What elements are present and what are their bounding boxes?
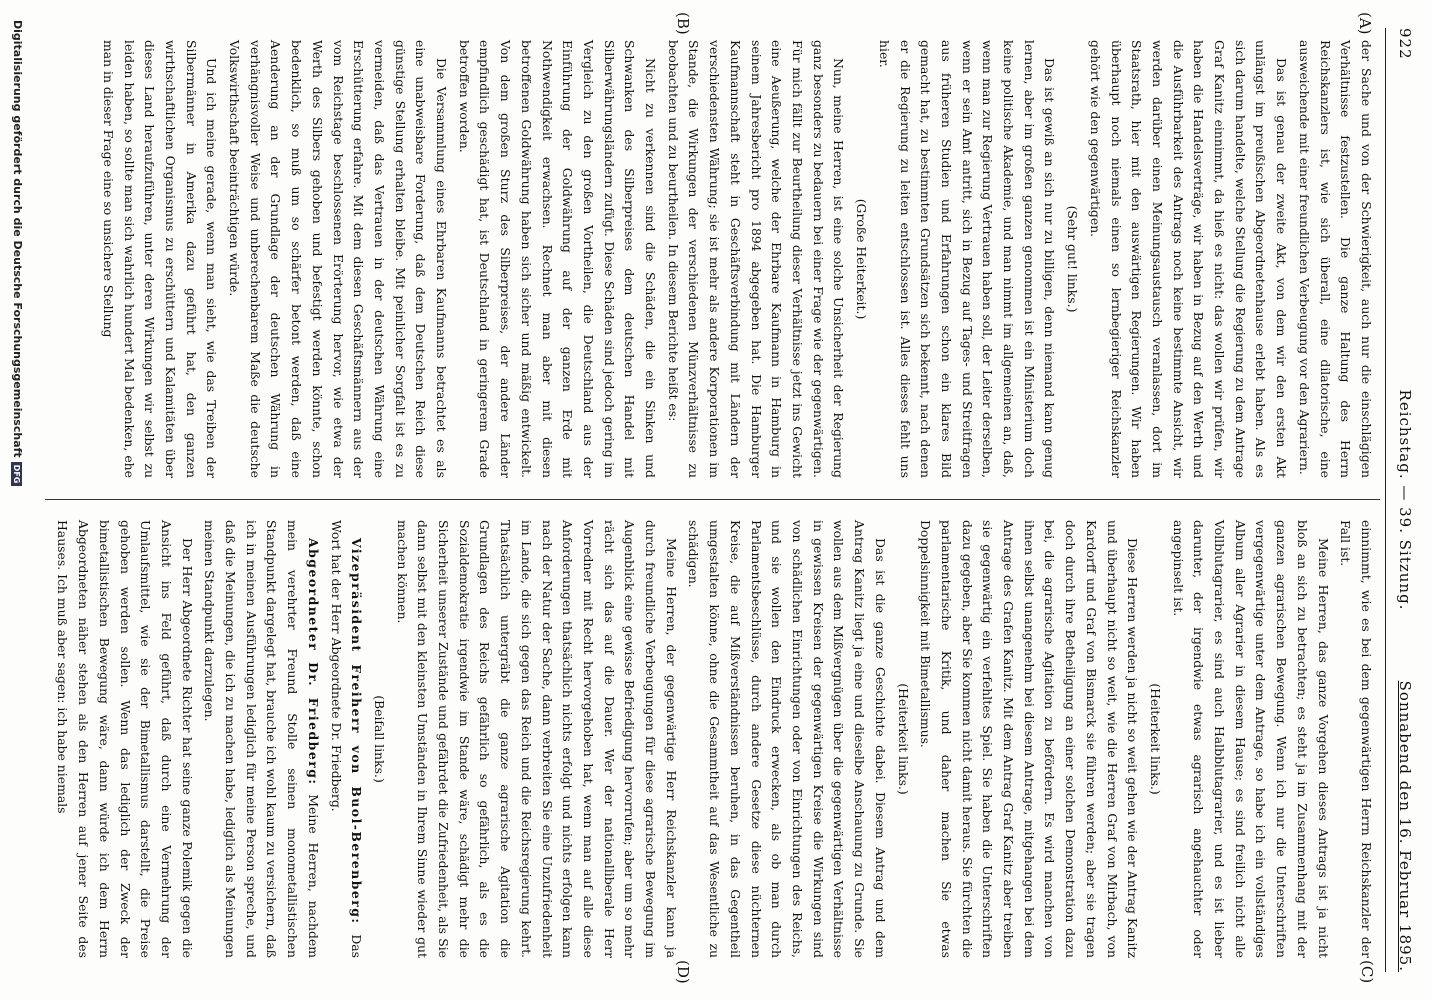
credit-text: Digitalisierung gefördert durch die Deutsche Forschungsgemeinschaft: [11, 20, 24, 458]
paragraph: Diese Herren werden ja nicht so weit gehen wie der Antrag Kanitz und überhaupt nicht so weit, wie die Herren Graf von Mirbach, von Kardorff und Graf von Bismarck sie führen werden; aber sie tragen doch durch ihre Betheiligung an einer solchen Demonstration dazu bei, die agrarische Agitation zu befördern. Es wird manchen von ihnen selbst unangenehm bei diesem Antrage, mitgehangen bei dem Antrage des Grafen Kanitz. Mit dem Antrag Graf Kanitz aber treiben sie gegenwärtig ein verfehltes Spiel. Sie haben die Unterschriften dazu gegeben, aber Sie kommen nicht damit heraus. Sie fürchten die parlamentarische Kritik, und daher machen Sie etwas Doppelsinnigkeit mit Bimetallismus.: [918, 520, 1141, 958]
paragraph: Der Herr Abgeordnete Richter hat seine ganze Polemik gegen die Ansicht ins Feld geführt, daß durch eine Vermehrung der Umlaufsmittel, wie sie der Bimetallismus darstellt, die Preise gehoben werden sollen. Wenn das lediglich der Zweck der bimetallistischen Bewegung wäre, dann würde ich dem Herrn Abgeordneten näher stehen als den Herren auf jener Seite des Hauses. Ich muß aber sagen: ich habe niemals: [55, 520, 195, 958]
quotation: Nicht zu verkennen sind die Schäden, die ein Sinken und Schwanken des Silberpreises dem deutschen Handel mit Silberwährungsländern zufügt. Diese Schäden sind jedoch gering im Vergleich zu den großen Vortheilen, die Deutschland aus der Einführung der Goldwährung auf der ganzen Erde mit Nothwendigkeit erwachsen. Rechnet man aber mit diesen betroffenen Goldwährung haben sich sicher und mäßig entwickelt. Von dem großen Sturz des Silberpreises, der andere Länder empfindlich geschädigt hat, ist Deutschland in geringerem Grade betroffen worden.: [456, 40, 659, 478]
interjection: (Heiterkeit links.): [1147, 683, 1163, 795]
interjection: (Sehr gut! links.): [1065, 205, 1081, 313]
paragraph: Das ist die ganze Geschichte dabei. Diesem Antrag und dem Antrag Kanitz liegt ja eine und dieselbe Anschauung zu Grunde. Sie wollen aus dem Mißvergnügen über die gegenwärtigen Verhältnisse in gewissen Kreisen der gegenwärtigen Kreise die Wirkungen sind von schädlichen Einrichtungen oder von Einrichtungen des Reichs, und sie wollen den Eindruck erwecken, als ob man durch Parlamentsbeschlüsse, durch andere Gesetze diese nüchternen Kreise, die auf Mißverständnissen beruhen, in das Gegentheil umgestalten könne, ohne die Gesammtheit auf das Wesentliche zu schädigen.: [686, 520, 888, 958]
paragraph: Das ist genau der zweite Akt, von dem wir den ersten Akt unlängst im preußischen Abgeordnetenhause erlebt haben. Als es sich darum handelte, welche Stellung die Regierung zu dem Antrage Graf Kanitz einnimmt, da hieß es nicht: das wollen wir prüfen, wir haben die Handelsverträge, wir haben in Bezug auf den Werth und die Ausführbarkeit des Antrags noch keine bestimmte Ansicht, wir werden darüber einen Meinungsaustausch veranlassen, dort im Staatsrath, hier mit den auswärtigen Regierungen. Wir haben überhaupt noch niemals einen so lernbegieriger Reichskanzler gehört wie den gegenwärtigen.: [1087, 40, 1290, 478]
dfg-logo: DFG: [12, 462, 23, 487]
margin-marker-b: (B): [674, 12, 692, 35]
interjection: (Große Heiterkeit.): [854, 198, 870, 320]
page-number: 922: [1396, 28, 1414, 60]
speech-text: Meine Herren, nachdem mein verehrter Freund Stolle seinen monometallistischen Standpunkt dargelegt hat, brauche ich wohl kaum zu versichern, daß ich in meinen Ausführungen lediglich für meine Person spreche, und daß die Meinungen, die ich zu machen habe, lediglich als Meinungen meinen Standpunkt darzulegen.: [202, 520, 321, 958]
paragraph: Das ist gewiß an sich nur zu billigen, denn niemand kann genug lernen, aber im großen ganzen genommen ist ein Ministerium doch keine politische Akademie, und man nimmt im allgemeinen an, daß, wenn man zur Regierung Vertrauen haben soll, der Leiter derselben, wenn er sein Amt antritt, sich in Bezug auf Tages- und Streitfragen aus früheren Studien und Erfahrungen schon ein klares Bild gemacht hat, zu bestimmten Grundsätzen sich bekennt, nach denen er die Regierung zu leiten entschlossen ist. Alles dieses fehlt uns hier.: [876, 40, 1058, 478]
margin-marker-c: (C): [1358, 960, 1376, 984]
left-column: [95, 40, 1376, 478]
margin-marker-a: (A): [1356, 12, 1374, 35]
paragraph: Nun, meine Herren, ist eine solche Unsicherheit der Regierung ganz besonders zu bedauern bei einer Frage wie der gegenwärtigen. Für mich fällt zur Beurtheilung dieser Verhältnisse jetzt ins Gewicht eine Aeußerung, welche der Ehrbare Kaufmann in Hamburg in seinem Jahresbericht pro 1894 abgegeben hat. Die Hamburger Kaufmannschaft steht in Geschäftsverbindung mit Ländern der verschiedensten Währung; sie ist mehr als andere Korporationen im Stande, die Wirkungen der verschiedenen Münzverhältnisse zu beobachten und zu beurtheilen. In diesem Berichte heißt es:: [665, 40, 847, 478]
paragraph: [325, 520, 366, 958]
speaker-name: Abgeordneter Dr. Friedberg:: [305, 538, 321, 786]
speech-text: Das Wort hat der Herr Abgeordnete Dr. Friedberg.: [328, 520, 365, 958]
speaker-name: Vizepräsident Freiherr von Buol-Berenberg:: [349, 538, 365, 925]
margin-marker-d: (D): [674, 960, 692, 984]
interjection: (Beifall links.): [371, 695, 387, 783]
running-head: [1388, 28, 1414, 972]
paragraph: der Sache und von der Schwierigkeit, auch nur die einschlägigen Verhältnisse festzustellen. Die ganze Haltung des Herrn Reichskanzlers ist, wie sich überall, eine dilatorische, eine ausweichende mit einer freundlichen Verbeugung vor den Agrariern.: [1296, 40, 1374, 478]
header-rule: [1385, 28, 1386, 972]
interjection: (Heiterkeit links.): [895, 683, 911, 795]
paragraph: Meine Herren, das ganze Vorgehen dieses Antrags ist ja nicht bloß an sich zu betrachten; es steht ja im Zusammenhang mit der ganzen agrarischen Bewegung. Wenn ich nur die Unterschriften vergegenwärtige unter dem Antrage, so habe ich ein vollständiges Album aller Agrarier in diesem Hause; es sind freilich nicht alle Vollblutagrarier, es sind auch Halbblutagrarier, und es ist lieber darunter, der irgendwie etwas agrarisch angehauchter oder angepinselt ist.: [1170, 520, 1331, 958]
paragraph: einnimmt, wie es bei dem gegenwärtigen Herrn Reichskanzler der Fall ist.: [1338, 520, 1374, 958]
quotation: Die Versammlung eines Ehrbaren Kaufmanns betrachtet es als eine unabweisbare Forderung, daß dem Deutschen Reich diese günstige Stellung erhalten bleibe. Mit peinlicher Sorgfalt ist es zu vermeiden, daß das Vertrauen in der deutschen Währung eine Erschütterung erfahre. Mit dem diesen Geschäftsmännern aus der vom Reichstage beschlossenen Erörterung hervor, wie etwa der Werth des Silbers gehoben und befestigt werden könnte, schon bedenklich, so muß um so schärfer betont werden, daß eine Aenderung an der Grundlage der deutschen Währung in verhängnisvoller Weise und unberechenbarem Maße die deutsche Volkswirthschaft beeinträchtigen würde.: [227, 40, 450, 478]
paragraph: Meine Herren, der gegenwärtige Herr Reichskanzler kann ja durch freundliche Verbeugungen für diese agrarische Bewegung im Augenblick eine gewisse Befriedigung hervorrufen; aber um so mehr rächt sich das auf die Dauer. Wer der nationalliberale Herr Vorredner mit Recht hervorgehoben hat, wenn man auf alle diese Anforderungen thatsächlich nichts erfolgt und nichts erfolgen kann nach der Natur der Sache, dann verbreiten Sie eine Unzufriedenheit im Lande, die sich gegen das Reich und die Reichsregierung kehrt. Thatsächlich untergräbt die ganze agrarische Agitation die Grundlagen des Reichs gefährlich so gefährlich, als es die Sozialdemokratie irgendwie im Stande wäre, schädigt mehr die Sicherheit unserer Zustände und gefährdet die Zufriedenheit, als Sie dann selbst mit den kleinsten Umständen in Ihrem Sinne wieder gut machen können.: [394, 520, 679, 958]
session-title: Reichstag. — 39. Sitzung.: [1396, 389, 1414, 611]
paragraph: [199, 520, 323, 958]
right-column: [50, 520, 1376, 958]
digitization-credit: [11, 20, 24, 486]
column-divider: [45, 499, 1380, 500]
session-date: Sonnabend den 16. Februar 1895.: [1396, 680, 1414, 972]
paragraph: Und ich meine gerade, wenn man sieht, wie das Treiben der Silbermänner in Amerika dazu geführt hat, den ganzen wirthschaftlichen Organismus zu erschüttern und Kalamitäten über dieses Land heraufzuführen, unter deren Wirkungen wir selbst zu leiden haben, so sollte man sich wahrlich hundert Mal bedenken, ehe man in dieser Frage eine so unsichere Stellung: [100, 40, 220, 478]
